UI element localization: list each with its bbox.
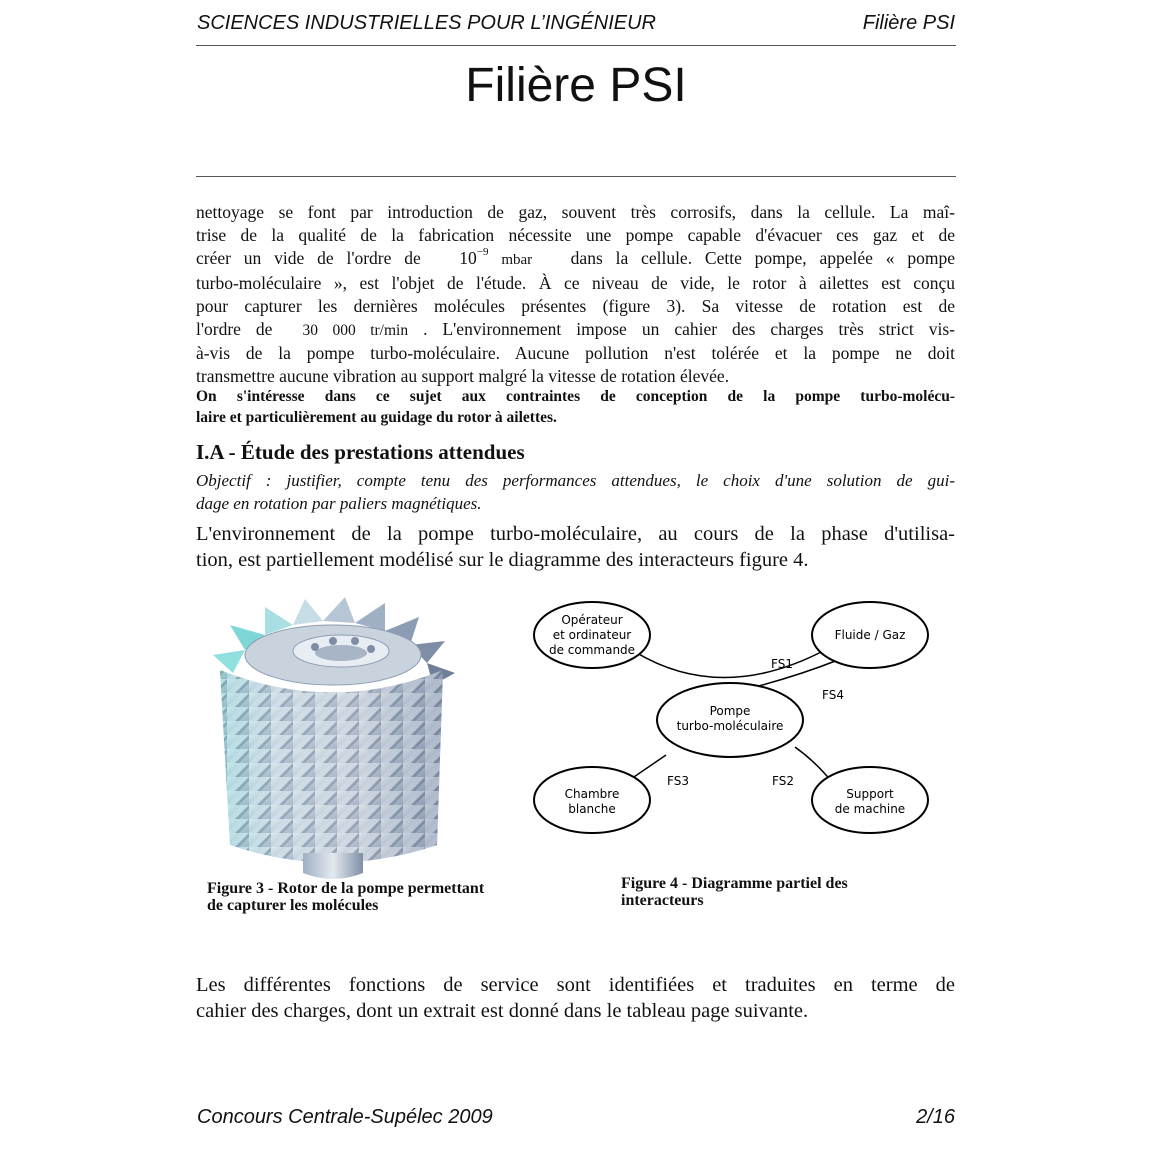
running-header-title: SCIENCES INDUSTRIELLES POUR L’INGÉNIEUR (197, 12, 656, 34)
support-label-1: Support (846, 787, 894, 801)
text-line: Les différentes fonctions de service sont identifiées et traduites en terme de (196, 974, 955, 996)
rotor-shaft (303, 853, 363, 879)
fs1-label: FS1 (771, 657, 793, 671)
fs2-label: FS2 (772, 774, 794, 788)
text-line: Objectif : justifier, compte tenu des performances attendues, le choix d'une solution de gui- (196, 471, 955, 490)
support-label-2: de machine (834, 802, 906, 816)
closing-paragraph (196, 972, 955, 1024)
section-heading: I.A - Étude des prestations attendues (196, 440, 525, 464)
text-line: laire et particulièrement au guidage du rotor à ailettes. (196, 409, 557, 426)
pump-label-2: turbo-moléculaire (676, 719, 784, 733)
pump-label-1: Pompe (709, 704, 751, 718)
intro-paragraph (196, 201, 955, 388)
objective-text (196, 469, 955, 515)
bold-statement (196, 386, 955, 428)
figure3-caption: Figure 3 - Rotor de la pompe permettant de capturer les molécules (207, 880, 485, 914)
operator-label-3: de commande (548, 643, 636, 657)
operator-label-1: Opérateur (561, 613, 623, 627)
text-line: pour capturer les dernières molécules présentes (figure 3). Sa vitesse de rotation est de (196, 296, 955, 316)
running-header-track: Filière PSI (862, 12, 955, 34)
link-fs4 (755, 660, 838, 687)
text-line: l'ordre de 30 000 tr/min . L'environnement impose un cahier des charges très strict vis- (196, 319, 956, 339)
fluid-label: Fluide / Gaz (834, 628, 906, 642)
title-rule (196, 176, 956, 177)
chamber-label-2: blanche (568, 802, 616, 816)
text-line: L'environnement de la pompe turbo-moléculaire, au cours de la phase d'utilisa- (196, 523, 955, 545)
figure4-caption: Figure 4 - Diagramme partiel des interacteurs (621, 875, 848, 909)
link-fs1 (632, 650, 825, 678)
text-line: trise de la qualité de la fabrication nécessite une pompe capable d'évacuer ces gaz et de (196, 225, 955, 245)
text-line: à-vis de la pompe turbo-moléculaire. Aucune pollution n'est tolérée et la pompe ne doit (196, 343, 955, 363)
environment-paragraph (196, 521, 955, 573)
operator-label-2: et ordinateur (552, 628, 632, 642)
fs4-label: FS4 (822, 688, 844, 702)
text-line: On s'intéresse dans ce sujet aux contraintes de conception de la pompe turbo-molécu- (196, 388, 955, 405)
text-line: nettoyage se font par introduction de gaz, souvent très corrosifs, dans la cellule. La maî- (196, 202, 955, 222)
text-line: créer un vide de l'ordre de $10^{-9}$ mbar dans la cellule. Cette pompe, appelée « pompe (196, 246, 956, 268)
vacuum-value: $10^{-9}$ mbar (459, 246, 533, 268)
header-rule (196, 45, 956, 46)
text-line: dage en rotation par paliers magnétiques. (196, 494, 482, 513)
fs3-label: FS3 (667, 774, 689, 788)
text-line: turbo-moléculaire », est l'objet de l'étude. À ce niveau de vide, le rotor à ailettes est conçu (196, 273, 955, 293)
chamber-label-1: Chambre (564, 787, 620, 801)
interactor-diagram (520, 595, 940, 845)
page-title: Filière PSI (465, 59, 687, 112)
rotation-speed-value: 30 000 tr/min (302, 322, 409, 339)
footer-contest: Concours Centrale-Supélec 2009 (197, 1106, 493, 1128)
text-line: tion, est partiellement modélisé sur le diagramme des interacteurs figure 4. (196, 549, 809, 571)
page-number: 2/16 (916, 1106, 955, 1128)
text-line: cahier des charges, dont un extrait est donné dans le tableau page suivante. (196, 1000, 809, 1022)
rotor-illustration (205, 595, 460, 880)
text-line: transmettre aucune vibration au support malgré la vitesse de rotation élevée. (196, 366, 730, 386)
